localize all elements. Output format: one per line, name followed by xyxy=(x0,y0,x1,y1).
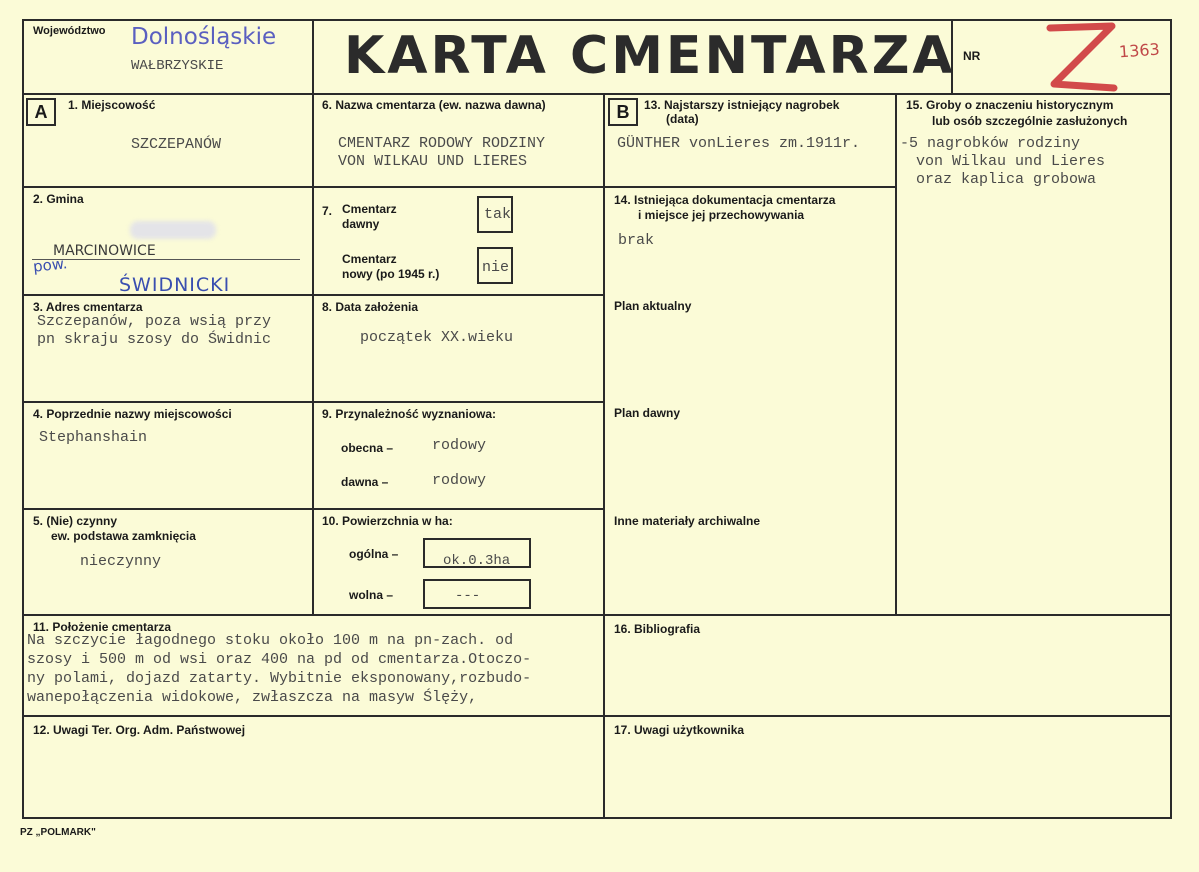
field-11-label: 11. Położenie cmentarza xyxy=(33,620,172,634)
field-3-line1: Szczepanów, poza wsią przy xyxy=(37,313,272,330)
field-15-line3: oraz kaplica grobowa xyxy=(916,171,1097,188)
nr-label: NR xyxy=(963,49,981,63)
field-11-line4: wanepołączenia widokowe, zwłaszcza na masyw Ślęży, xyxy=(27,689,478,706)
underline xyxy=(32,259,300,260)
divider xyxy=(22,186,897,188)
field-6-label: 6. Nazwa cmentarza (ew. nazwa dawna) xyxy=(322,98,546,112)
field-7-nowy-box xyxy=(477,247,513,284)
field-9-obecna-value: rodowy xyxy=(432,437,487,454)
field-7-dawny-box xyxy=(477,196,513,233)
field-11-line2: szosy i 500 m od wsi oraz 400 na pd od cmentarza.Otoczo- xyxy=(27,651,532,668)
section-a-badge: A xyxy=(26,98,56,126)
erased-mark xyxy=(130,221,216,239)
field-9-dawna-label: dawna – xyxy=(341,475,389,489)
field-10-wolna-label: wolna – xyxy=(349,588,394,602)
field-5-label: 5. (Nie) czynny xyxy=(33,514,118,528)
field-13-label: 13. Najstarszy istniejący nagrobek xyxy=(644,98,840,112)
section-b-badge: B xyxy=(608,98,638,126)
field-8-label: 8. Data założenia xyxy=(322,300,419,314)
field-7-dawny-value: tak xyxy=(484,206,512,223)
divider xyxy=(603,93,605,615)
field-4-label: 4. Poprzednie nazwy miejscowości xyxy=(33,407,232,421)
field-5-value: nieczynny xyxy=(80,553,162,570)
field-7-dawny-label: Cmentarz xyxy=(342,202,397,216)
card-title: KARTA CMENTARZA xyxy=(344,26,956,86)
divider xyxy=(603,614,605,819)
field-9-obecna-label: obecna – xyxy=(341,441,394,455)
wojewodztwo-stamp: Dolnośląskie xyxy=(131,24,277,50)
field-7-number: 7. xyxy=(322,204,333,218)
field-11-line3: ny polami, dojazd zatarty. Wybitnie eksponowany,rozbudo- xyxy=(27,670,532,687)
divider xyxy=(22,715,1172,717)
field-15-line1: -5 nagrobków rodziny xyxy=(900,135,1081,152)
divider xyxy=(895,93,897,615)
field-6-line1: CMENTARZ RODOWY RODZINY xyxy=(338,135,546,152)
field-13-sublabel: (data) xyxy=(666,112,699,126)
field-10-ogolna-box xyxy=(423,538,531,568)
field-4-value: Stephanshain xyxy=(39,429,148,446)
field-7-dawny-sublabel: dawny xyxy=(342,217,380,231)
field-2-pow: pow. xyxy=(32,254,69,276)
field-3-line2: pn skraju szosy do Świdnic xyxy=(37,331,272,348)
field-15-label: 15. Groby o znaczeniu historycznym xyxy=(906,98,1114,112)
divider xyxy=(22,93,1172,95)
field-11-line1: Na szczycie łagodnego stoku około 100 m na pn-zach. od xyxy=(27,632,514,649)
field-9-dawna-value: rodowy xyxy=(432,472,487,489)
wojewodztwo-old: WAŁBRZYSKIE xyxy=(131,58,224,74)
field-12-label: 12. Uwagi Ter. Org. Adm. Państwowej xyxy=(33,723,246,737)
field-7-nowy-sublabel: nowy (po 1945 r.) xyxy=(342,267,440,281)
field-2-value: MARCINOWICE xyxy=(53,243,156,259)
divider xyxy=(22,614,1172,616)
field-10-wolna-box xyxy=(423,579,531,609)
field-1-value: SZCZEPANÓW xyxy=(131,136,222,153)
field-10-wolna-value: --- xyxy=(455,588,481,604)
field-17-label: 17. Uwagi użytkownika xyxy=(614,723,745,737)
field-13-value: GÜNTHER vonLieres zm.1911r. xyxy=(617,135,861,152)
field-16-label: 16. Bibliografia xyxy=(614,622,701,636)
field-14-label: 14. Istniejąca dokumentacja cmentarza xyxy=(614,193,836,207)
plan-aktualny-label: Plan aktualny xyxy=(614,299,692,313)
field-15-sublabel: lub osób szczególnie zasłużonych xyxy=(932,114,1128,128)
field-1-label: 1. Miejscowość xyxy=(68,98,156,112)
field-2-powiat: ŚWIDNICKI xyxy=(119,274,231,296)
field-3-clip xyxy=(37,313,312,353)
wojewodztwo-label: Województwo xyxy=(33,25,106,37)
divider xyxy=(312,19,314,615)
field-14-sublabel: i miejsce jej przechowywania xyxy=(638,208,805,222)
plan-dawny-label: Plan dawny xyxy=(614,406,681,420)
field-7-nowy-label: Cmentarz xyxy=(342,252,397,266)
field-15-line2: von Wilkau und Lieres xyxy=(916,153,1106,170)
red-z-mark xyxy=(1040,20,1120,94)
inne-materialy-label: Inne materiały archiwalne xyxy=(614,514,761,528)
field-6-line2: VON WILKAU UND LIERES xyxy=(338,153,528,170)
field-10-ogolna-label: ogólna – xyxy=(349,547,399,561)
nr-number: 1363 xyxy=(1118,39,1161,62)
printer-mark: PZ „POLMARK" xyxy=(20,827,96,838)
field-2-label: 2. Gmina xyxy=(33,192,84,206)
field-7-nowy-value: nie xyxy=(482,259,510,276)
field-10-label: 10. Powierzchnia w ha: xyxy=(322,514,453,528)
field-10-ogolna-value: ok.0.3ha xyxy=(443,553,511,569)
field-9-label: 9. Przynależność wyznaniowa: xyxy=(322,407,497,421)
field-8-value: początek XX.wieku xyxy=(360,329,514,346)
field-14-value: brak xyxy=(618,232,655,249)
field-3-label: 3. Adres cmentarza xyxy=(33,300,143,314)
field-5-sublabel: ew. podstawa zamknięcia xyxy=(51,529,196,543)
